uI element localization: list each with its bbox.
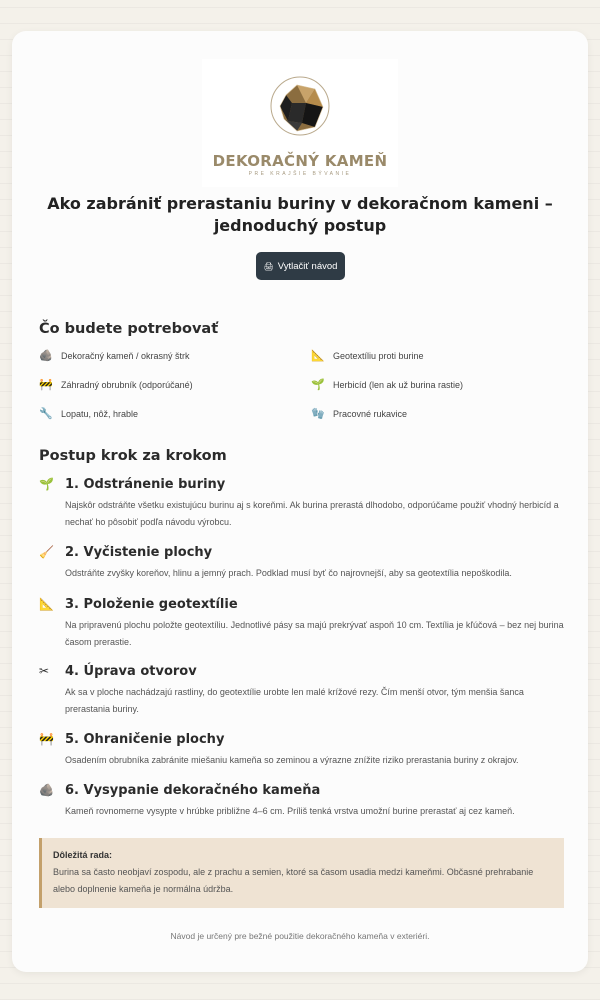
- step-item: [39, 661, 569, 718]
- step-item: [39, 729, 569, 769]
- tip-text: Burina sa často neobjaví zospodu, ale z prachu a semien, ktoré sa časom usadia medzi kameňmi. Občasné prehrabanie alebo doplnenie kameňa je normálna údržba.: [53, 867, 534, 894]
- step-text: Odstráňte zvyšky koreňov, hlinu a jemný prach. Podklad musí byť čo najrovnejší, aby sa geotextília nepoškodila.: [65, 568, 512, 578]
- step-title: 6. Vysypanie dekoračného kameňa: [65, 782, 321, 798]
- step-item: [39, 780, 569, 820]
- need-item: [311, 378, 463, 391]
- step-title: 5. Ohraničenie plochy: [65, 731, 225, 747]
- stone-icon: 🪨: [39, 350, 53, 362]
- step-title: 1. Odstránenie buriny: [65, 476, 226, 492]
- step-text: Ak sa v ploche nachádzajú rastliny, do geotextílie urobte len malé krížové rezy. Čím menší otvor, tým menšia šanca prerastania buriny.: [65, 687, 524, 714]
- step-text: Kameň rovnomerne vysypte v hrúbke približne 4–6 cm. Príliš tenká vrstva umožní burine prerastať aj cez kameň.: [65, 806, 515, 816]
- tools-icon: 🔧: [39, 408, 53, 420]
- step-text: Najskôr odstráňte všetku existujúcu burinu aj s koreňmi. Ak burina prerastá dlhodobo, odporúčame použiť vhodný herbicíd a nechať ho pôsobiť podľa návodu výrobcu.: [65, 500, 559, 527]
- barrier-icon: 🚧: [39, 732, 54, 746]
- need-label: Lopatu, nôž, hrable: [61, 408, 139, 419]
- broom-icon: 🧹: [39, 545, 54, 559]
- seedling-icon: 🌱: [311, 379, 325, 391]
- need-label: Herbicíd (len ak už burina rastie): [333, 379, 464, 390]
- tip-title: Dôležitá rada:: [53, 850, 113, 860]
- step-text: Na pripravenú plochu položte geotextíliu. Jednotlivé pásy sa majú prekrývať aspoň 10 cm. Textília je kľúčová – bez nej burina časom prerastie.: [65, 620, 564, 647]
- page-title: Ako zabrániť prerastaniu buriny v dekoračnom kameni – jednoduchý postup: [47, 194, 553, 235]
- scissors-icon: ✂: [39, 664, 50, 678]
- important-tip-box: [39, 838, 564, 908]
- logo-wordmark: DEKORAČNÝ KAMEŇ: [212, 152, 388, 170]
- step-title: 4. Úprava otvorov: [65, 663, 197, 679]
- print-button[interactable]: [256, 252, 345, 280]
- steps-heading: Postup krok za krokom: [39, 448, 227, 464]
- footer-note: Návod je určený pre bežné použitie dekoračného kameňa v exteriéri.: [170, 931, 430, 941]
- step-item: [39, 594, 569, 651]
- need-item: [311, 407, 407, 420]
- logo-tagline: PRE KRAJŠIE BÝVANIE: [248, 171, 352, 177]
- need-item: [39, 349, 190, 362]
- print-button-label: Vytlačiť návod: [277, 260, 338, 272]
- seedling-icon: 🌱: [39, 477, 54, 491]
- need-item: [311, 349, 424, 362]
- stone-icon: 🪨: [39, 783, 54, 797]
- need-label: Záhradný obrubník (odporúčané): [61, 379, 193, 390]
- need-label: Geotextíliu proti burine: [333, 350, 424, 361]
- need-item: [39, 407, 138, 420]
- barrier-icon: 🚧: [39, 379, 53, 391]
- need-label: Pracovné rukavice: [333, 408, 408, 419]
- needs-heading: Čo budete potrebovať: [39, 321, 219, 337]
- ruler-triangle-icon: 📐: [311, 350, 325, 362]
- step-title: 3. Položenie geotextílie: [65, 596, 238, 612]
- need-label: Dekoračný kameň / okrasný štrk: [61, 350, 190, 361]
- step-title: 2. Vyčistenie plochy: [65, 544, 213, 560]
- brand-logo: [202, 59, 398, 187]
- printer-icon: 🖨: [263, 261, 274, 271]
- step-item: [39, 542, 569, 582]
- stone-logo-icon: [202, 59, 398, 151]
- step-item: [39, 474, 569, 531]
- guide-card: [12, 31, 588, 972]
- ruler-triangle-icon: 📐: [39, 597, 54, 611]
- need-item: [39, 378, 193, 391]
- step-text: Osadením obrubníka zabránite miešaniu kameňa so zeminou a výrazne znížite riziko prerastania buriny z okrajov.: [65, 755, 519, 765]
- glove-icon: 🧤: [311, 408, 325, 420]
